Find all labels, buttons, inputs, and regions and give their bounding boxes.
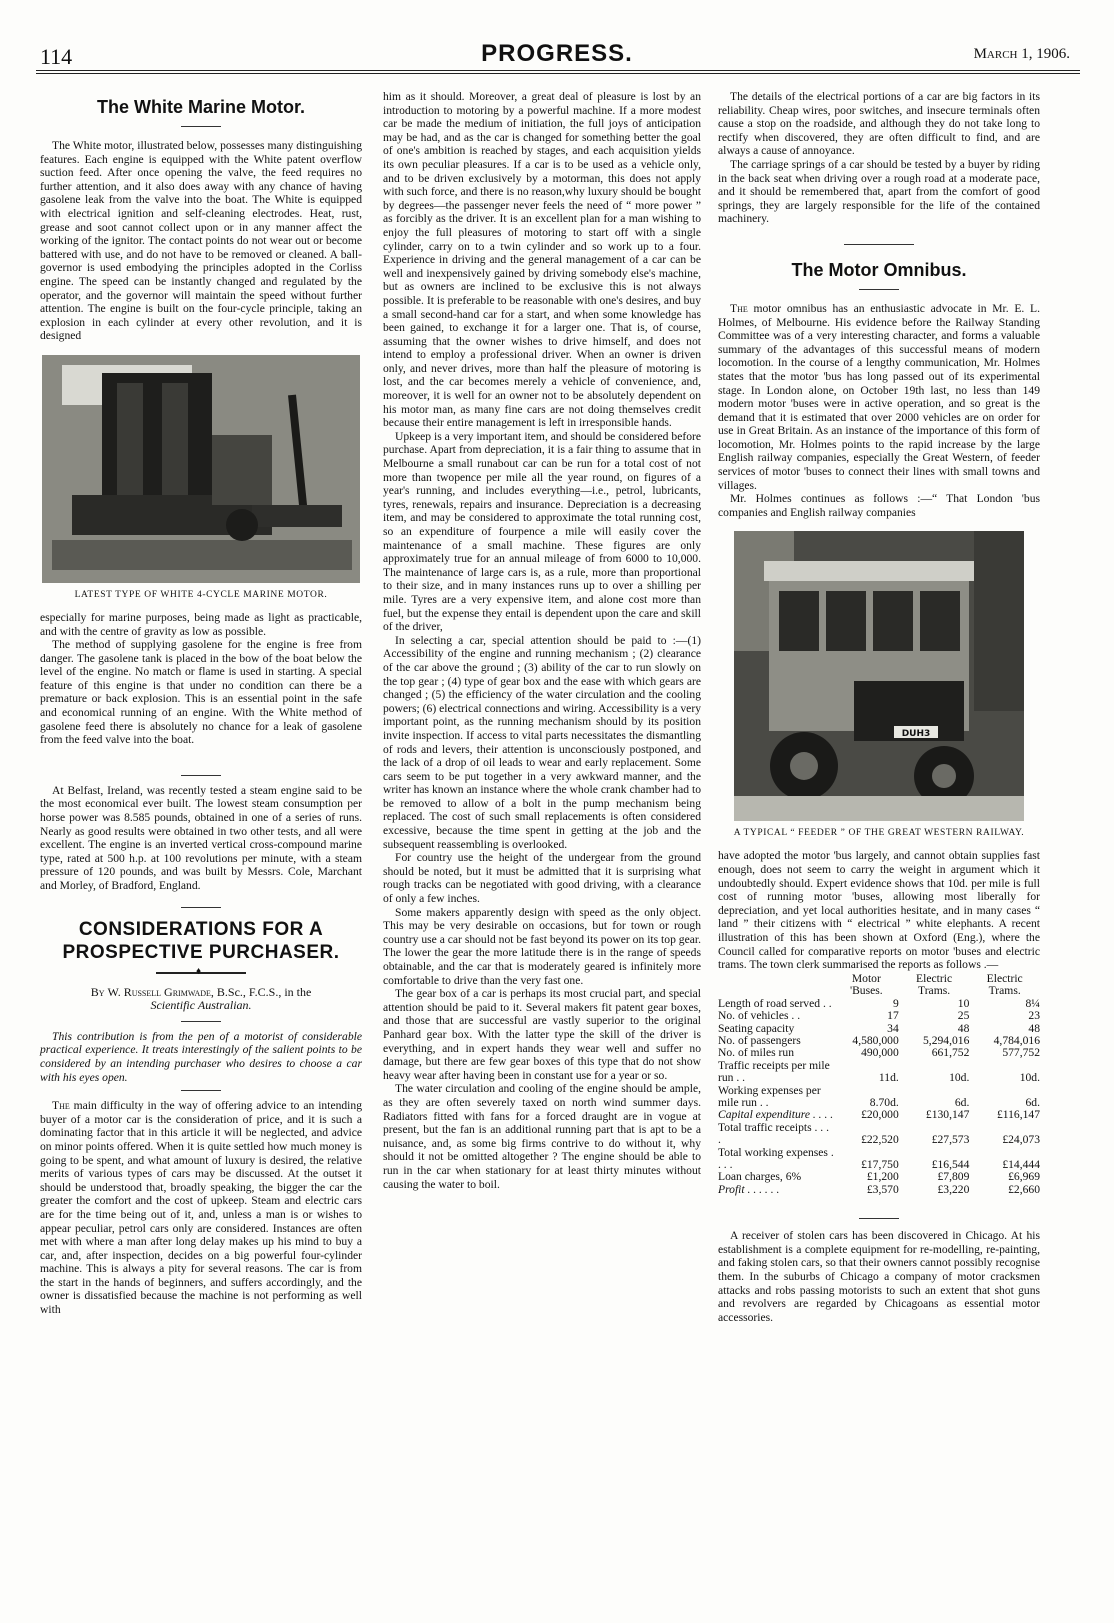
- article-paragraph: The details of the electrical portions of a car are big factors in its reliability. Cheap wires, poor switches, and insecure terminals often cause a stop on the roadside, and although they do not take long to rectify when discovered, they are often difficult to find, and are always a cause of annoyance.: [718, 90, 1040, 158]
- table-cell: 34: [887, 1021, 899, 1035]
- table-cell: £20,000: [861, 1108, 899, 1122]
- article-paragraph: For country use the height of the undergear from the ground should be noted, but it must be admitted that it is surprising what rough tracks can be negotiated with good driving, with a clearance of only a few inches.: [383, 851, 701, 906]
- table-cell: £17,750: [861, 1158, 899, 1172]
- belfast-paragraph: At Belfast, Ireland, was recently tested a steam engine said to be the most economical ever built. The lowest steam consumption per horse power was 8.585 pounds, obtained in one of a series of runs. Nearly as good results were obtained in two other tests, and all were excellent. The engine is an inverted vertical cross-compound marine type, rated at 500 h.p. at 100 revolutions per minute, with a steam pressure of 120 pounds, and was built by Messrs. Cole, Marchant and Morley, of Bradford, England.: [40, 783, 362, 892]
- section-divider: [859, 289, 899, 290]
- marine-motor-photo: [42, 355, 360, 583]
- table-cell: £27,573: [931, 1133, 970, 1147]
- section-divider: [181, 907, 221, 908]
- article-paragraph: The gear box of a car is perhaps its most crucial part, and special attention should be paid to it. Several makers fit patent gear boxes, and those that are successful are vastly superior to the original Panhard gear box. With the latter type the skill of the driver is everything, and in expert hands they wear well and suffer no damage, but there are few gear boxes of this type that do not show heavy wear after having been in constant use for a year or so.: [383, 987, 701, 1082]
- table-cell: 8¼: [1025, 996, 1040, 1010]
- table-cell: 577,752: [1002, 1046, 1040, 1060]
- table-row: [718, 1171, 1040, 1183]
- table-cell: £7,809: [937, 1170, 970, 1184]
- table-cell: £130,147: [925, 1108, 970, 1122]
- table-row: [718, 1010, 1040, 1022]
- drop-lead: The: [730, 301, 748, 315]
- table-row-label: Total working expenses . . . .: [718, 1145, 834, 1172]
- article-paragraph: Mr. Holmes continues as follows :—“ That London 'bus companies and English railway companies: [718, 492, 1040, 519]
- marine-motor-caption: LATEST TYPE OF WHITE 4-CYCLE MARINE MOTOR.: [74, 589, 328, 600]
- omnibus-photo: [734, 531, 1024, 821]
- table-header: Electric Trams.: [986, 971, 1023, 997]
- omnibus-illustration: [734, 531, 1024, 821]
- byline-credentials: , B.Sc., F.C.S., in the: [210, 984, 312, 999]
- header-rule: [36, 70, 1080, 71]
- column-1: [40, 90, 362, 1317]
- table-row-label: Traffic receipts per mile run . .: [718, 1058, 830, 1085]
- table-cell: 4,580,000: [852, 1034, 899, 1047]
- table-cell: 490,000: [861, 1046, 899, 1060]
- comparison-table: [718, 972, 1040, 1197]
- article-paragraph: especially for marine purposes, being made as light as practicable, and with the centre of gravity as low as possible.: [40, 610, 362, 638]
- table-row: [718, 1147, 1040, 1172]
- table-header: Electric Trams.: [916, 971, 953, 997]
- table-cell: 6d.: [1025, 1096, 1040, 1110]
- table-row: [718, 1122, 1040, 1147]
- article-title-considerations: CONSIDERATIONS FOR A PROSPECTIVE PURCHASER.: [62, 918, 340, 963]
- article-paragraph: [40, 1099, 362, 1317]
- table-cell: 8.70d.: [869, 1096, 899, 1110]
- article-paragraph: have adopted the motor 'bus largely, and cannot obtain supplies fast enough, does not seem to carry the weight in argument which it undoubtedly should. Expert evidence shows that 10d. per mile is full cost of running motor 'buses, allowing most liberally for depreciation, and yet local authorities hesitate, and in many cases “ land ” their citizens with “ electrical ” white elephants. A recent illustration of this has been shown at Oxford (Eng.), where the Council called for comparative reports on motor 'buses and electric trams. The town clerk summarised the reports as follows .—: [718, 849, 1040, 972]
- masthead-title: PROGRESS.: [481, 40, 633, 67]
- table-cell: £2,660: [1008, 1182, 1040, 1196]
- table-cell: 6d.: [954, 1096, 970, 1110]
- section-divider: [181, 126, 221, 127]
- article-paragraph: Upkeep is a very important item, and should be considered before purchase. Apart from depreciation, it is a fair thing to assume that in Melbourne a small runabout car can be run for a total cost of not more than twopence per mile all the year round, on figures of a year's running, and includes everything—i.e., petrol, lubricants, tyres, renewals, repairs and insurance. Depreciation is a decreasing item, and may be considered to approximate the total running cost, so an expenditure of fourpence a mile will easily cover the maintenance of a small machine. These figures are only approximately true for an annual mileage of from 6000 to 10,000. The maintenance of large cars is, as a rule, more than proportional to their size, and in many instances runs up to over a shilling per mile. Tyres are a very expensive item, and alone cost more than fuel, but the expense they entail is dependent upon the care and skill of the driver,: [383, 429, 701, 634]
- table-cell: £14,444: [1002, 1158, 1040, 1172]
- table-cell: 23: [1028, 1009, 1040, 1023]
- table-cell: £1,200: [866, 1170, 899, 1184]
- section-divider: [181, 1021, 221, 1022]
- table-row-label: Working expenses per mile run . .: [718, 1083, 821, 1110]
- table-cell: 4,784,016: [993, 1034, 1040, 1047]
- article-paragraph: [718, 302, 1040, 492]
- header-rule-double: [36, 73, 1080, 74]
- table-cell: £116,147: [996, 1108, 1040, 1122]
- table-row-label: Capital expenditure . . . .: [718, 1108, 834, 1122]
- paragraph-body: motor omnibus has an enthusiastic advocate in Mr. E. L. Holmes, of Melbourne. His evidence before the Railway Standing Committee was of a very interesting character, and forms a valuable summary of the advantages of this successful means of modern locomotion. In the course of a lengthy communication, Mr. Holmes states that the motor 'bus has long passed out of its experimental stage. In London alone, on October 19th last, no less than 149 modern motor 'buses were in active operation, and so great is the demand that it is estimated that over 2000 vehicles are on order for use in Great Britain. As an instance of the importance of this form of locomotion, Mr. Holmes points to the rapid increase by the large English railway companies, especially the Great Western, of feeder services of motor 'buses to connect their lines with small towns and villages.: [718, 301, 1040, 492]
- article-paragraph: The method of supplying gasolene for the engine is free from danger. The gasolene tank is placed in the bow of the boat below the level of the engine. No match or flame is used in starting. A special feature of this engine is that under no condition can there be a premature or back explosion. This is an essential point in the safe and economical running of an engine. With the White method of gasolene feed there is absolutely no chance for a leak of gasolene from the feed valve into the boat.: [40, 638, 362, 747]
- marine-motor-illustration: [42, 355, 360, 583]
- column-3: [718, 90, 1040, 1324]
- table-row: [718, 1060, 1040, 1085]
- table-row-label: No. of vehicles . .: [718, 1009, 801, 1023]
- table-row-label: Profit . . . . . .: [718, 1182, 780, 1196]
- editor-intro: This contribution is from the pen of a motorist of considerable practical experience. It treats interestingly of the salient points to be considered by an intending purchaser who desires to choose a car with his eyes open.: [40, 1029, 362, 1084]
- page-number: 114: [40, 44, 73, 69]
- article-paragraph: The White motor, illustrated below, possesses many distinguishing features. Each engine is equipped with the White patent overflow suction feed. After once opening the valve, the feed requires no further attention, and it also does away with any chance of having gasolene leak from the valve into the boat. The White is equipped with electrical ignition and self-cleaning electrodes. Heat, rust, grease and soot cannot collect upon or in any manner affect the working of the ignitor. The contact points do not wear out or become battered with use, and do not have to be removed or cleaned. A ball-governor is used embodying the principles adopted in the Corliss engine. The speed can be instantly changed and regulated by the operator, and the governor will maintain the speed without further attention. The engine is built on the four-cycle principle, taking an explosion in each cylinder at every other revolution, and it is designed: [40, 139, 362, 343]
- byline: [40, 986, 362, 1013]
- table-header: Motor 'Buses.: [849, 971, 883, 997]
- section-divider: [181, 775, 221, 776]
- article-paragraph: The carriage springs of a car should be tested by a buyer by riding in the back seat when driving over a rough road at a moderate pace, and it should be remembered that, apart from the comfort of good springs, they are largely responsible for the life of the contained machinery.: [718, 157, 1040, 226]
- table-cell: £22,520: [861, 1133, 899, 1147]
- table-row: [718, 1047, 1040, 1059]
- article-paragraph: In selecting a car, special attention should be paid to :—(1) Accessibility of the engine and running mechanism ; (2) clearance of the car above the ground ; (3) ability of the car to run slowly on the top gear ; (4) type of gear box and the ease with which gears are changed ; (5) the efficiency of the water circulation and the cooling powers; (6) electrical connections and wiring. Accessibility is a very important point, as the running mechanism should by its position invite inspection. If access to vital parts necessitates the dismantling of rods and levers, their attention is unconsciously postponed, and the lack of a drop of oil leads to wear and early replacement. Some cars seem to be put together in a very awkward manner, and the writer has known an instance where the whole crank chamber had to be removed to allow of a bolt in the pump mechanism being replaced. The cost of such small replacements is often considered excessive, because the time spent in getting at the job and the subsequent reassembling is overlooked.: [383, 633, 701, 851]
- table-cell: 661,752: [931, 1046, 970, 1060]
- ornamental-divider: [156, 972, 246, 974]
- article-paragraph: The water circulation and cooling of the engine should be ample, as they are often severely taxed on north wind summer days. Radiators fitted with fans for a forced draught are in vogue at present, but the fan is an additional running part that is apt to be a nuisance, and, as some big firms contrive to do without it, why should it not be omitted altogether ? The engine should be able to run in the car when stationary for at least thirty minutes without causing the water to boil.: [383, 1082, 701, 1191]
- article-title-motor-omnibus: The Motor Omnibus.: [791, 259, 967, 280]
- table-cell: 48: [957, 1021, 970, 1035]
- table-cell: 11d.: [878, 1071, 899, 1085]
- omnibus-caption: A TYPICAL “ FEEDER ” OF THE GREAT WESTERN RAILWAY.: [733, 828, 1025, 839]
- byline-source: Scientific Australian.: [150, 998, 252, 1013]
- article-paragraph: Some makers apparently design with speed as the only object. This may be very desirable on occasions, but for town or rough country use a car should not be fast beyond its power on its top gear. The lower the gear the more latitude there is in the range of speeds obtainable, and the car that is moderately geared is infinitely more comfortable to drive than the very fast one.: [383, 905, 701, 987]
- table-row-label: Total traffic receipts . . . .: [718, 1120, 830, 1147]
- table-row-label: No. of miles run: [718, 1046, 794, 1060]
- table-row-label: Seating capacity: [718, 1021, 795, 1035]
- table-header-row: [718, 972, 1040, 998]
- table-cell: 25: [957, 1009, 970, 1023]
- section-divider: [181, 1090, 221, 1091]
- table-cell: £6,969: [1008, 1170, 1040, 1184]
- article-title-white-marine-motor: The White Marine Motor.: [96, 97, 305, 117]
- byline-by: By: [90, 984, 105, 999]
- table-cell: £3,570: [866, 1182, 899, 1196]
- chicago-paragraph: A receiver of stolen cars has been discovered in Chicago. At his establishment is a complete equipment for re-modelling, re-painting, and faking stolen cars, so that their owners cannot possibly recognise them. In the suburbs of Chicago a company of motor cracksmen attacks and robs passing motorists to such an extent that shot guns and revolvers are regarded by Chicagoans as essential motor accessories.: [718, 1229, 1040, 1324]
- table-cell: 48: [1028, 1021, 1040, 1035]
- table-row: [718, 1109, 1040, 1121]
- table-cell: 10: [957, 996, 970, 1010]
- table-cell: 10d.: [1019, 1071, 1040, 1085]
- table-cell: £24,073: [1002, 1133, 1040, 1147]
- table-cell: £16,544: [931, 1158, 970, 1172]
- table-cell: £3,220: [937, 1182, 970, 1196]
- table-row-label: Length of road served . .: [718, 996, 832, 1010]
- column-2: [383, 90, 701, 1191]
- table-row: [718, 1085, 1040, 1110]
- table-cell: 10d.: [949, 1071, 970, 1085]
- article-paragraph: him as it should. Moreover, a great deal of pleasure is lost by an introduction to motoring by a powerful machine. If a more modest car be made the medium of initiation, the full joys of anticipation may be had, and as the car is changed for something better the goal of one's ambition is reached by stages, and each acquisition yields its own peculiar pleasures. If a car is to be used as a vehicle only, and to be driven exclusively by a motorman, this does not apply with such force, and there is no reason,why luxury should be bought by degrees—the passenger never feels the need of “ more power ” as forcibly as the driver. It is an excellent plan for a man wishing to enjoy the full pleasures of motoring to start off with a single cylinder, carry on to a twin cylinder and so work up to a four. Experience in driving and the general management of a car can be well and inexpensively gained by driving somebody else's machine, but as owners are inclined to be exclusive this is not always possible. It is preferable to be reasonable with one's desires, and buy a small second-hand car for a start, and when some knowledge has been gained, to exchange it for a larger one. That is, of course, assuming that the owner wishes to drive himself, and does not intend to employ a professional driver. When an owner is driven only, and never drives, more than half the pleasure of motoring is lost, and the car becomes merely a vehicle of convenience, and, moreover, it is well for an owner not to be absolutely dependent on his motor man, as many fine cars are not doing themselves credit because their entire management is left in irresponsible hands.: [383, 90, 701, 430]
- table-row: [718, 1184, 1040, 1196]
- plate-text: DUH3: [901, 729, 931, 740]
- table-row-label: No. of passengers: [718, 1034, 801, 1047]
- issue-date: March 1, 1906.: [973, 46, 1070, 62]
- drop-lead: The: [52, 1099, 70, 1113]
- table-cell: 9: [892, 996, 899, 1010]
- paragraph-body: main difficulty in the way of offering advice to an intending buyer of a motor car is the consideration of price, and it is such a dominating factor that in this article it will be neglected, and advice on minor points offered. When it is quite settled how much money is going to be spent, and what amount of luxury is desired, the relative merits of various types of cars may be discussed. At the outset it should be understood that, broadly speaking, the bigger the car the greater the comfort and the cost of upkeep. Steam and electric cars are for the time being out of it, and, unless a man is or wishes to appear peculiar, petrol cars only are considered. Instances are often met with where a man after long delay makes up his mind to buy a car, and, after inspection, decides on a big powerful four-cylinder machine. This is always a pity for several reasons. The car is from the start in the hands of beginners, and suffers accordingly, and the owner is dissatisfied because the machine is not performing as well with: [40, 1099, 362, 1317]
- section-divider: [859, 1218, 899, 1219]
- byline-author: W. Russell Grimwade: [107, 984, 211, 999]
- table-cell: 5,294,016: [923, 1034, 970, 1047]
- table-row-label: Loan charges, 6%: [718, 1170, 802, 1184]
- section-divider: [844, 244, 914, 245]
- table-header: [718, 972, 834, 998]
- table-cell: 17: [887, 1009, 899, 1023]
